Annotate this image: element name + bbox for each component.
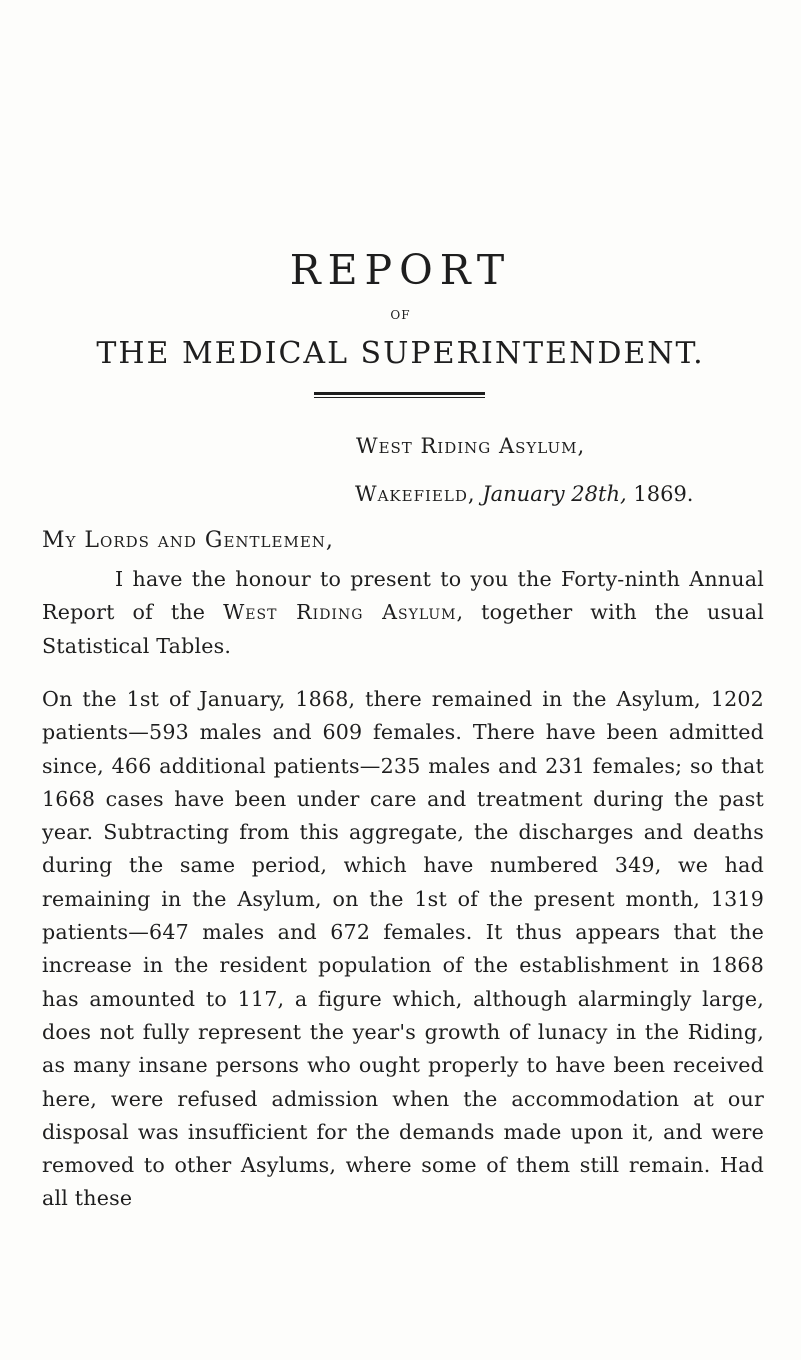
paragraph-1 bbox=[42, 563, 764, 663]
dateline-year: 1869. bbox=[633, 482, 694, 506]
dateline-place: West Riding Asylum, bbox=[356, 434, 586, 458]
rule-thick-line bbox=[314, 392, 485, 395]
report-subtitle: THE MEDICAL SUPERINTENDENT. bbox=[96, 336, 705, 371]
dateline-month-day: January 28th, bbox=[482, 482, 627, 506]
paragraph-1-text-a: I have the honour to present to you the Forty-ninth Annual Report of the bbox=[42, 567, 764, 625]
rule-thin-line bbox=[314, 397, 485, 398]
paragraph-2: On the 1st of January, 1868, there remained in the Asylum, 1202 patients—593 males and 609 females. There have been admitted since, 466 additional patients—235 males and 231 females; so that 1668 cases have been under care and treatment during the past year. Subtracting from this aggregate, the discharges and deaths during the same period, which have numbered 349, we had remaining in the Asylum, on the 1st of the present month, 1319 patients—647 males and 672 females. It thus appears that the increase in the resident population of the establishment in 1868 has amounted to 117, a figure which, although alarmingly large, does not fully represent the year's growth of lunacy in the Riding, as many insane persons who ought properly to have been received here, were refused admission when the accommodation at our disposal was insufficient for the demands made upon it, and were removed to other Asylums, where some of them still remain. Had all these bbox=[42, 687, 764, 1211]
report-title: REPORT bbox=[289, 246, 512, 294]
decorative-rule bbox=[314, 392, 485, 398]
dateline-city: Wakefield, bbox=[355, 482, 476, 506]
dateline-date bbox=[355, 480, 693, 508]
title-connector: OF bbox=[390, 308, 411, 322]
salutation: My Lords and Gentlemen, bbox=[42, 528, 334, 553]
paragraph-1-asylum-name: West Riding Asylum bbox=[223, 600, 457, 625]
paragraph-1-text-b: , together with the usual Statistical Tables. bbox=[42, 600, 764, 658]
